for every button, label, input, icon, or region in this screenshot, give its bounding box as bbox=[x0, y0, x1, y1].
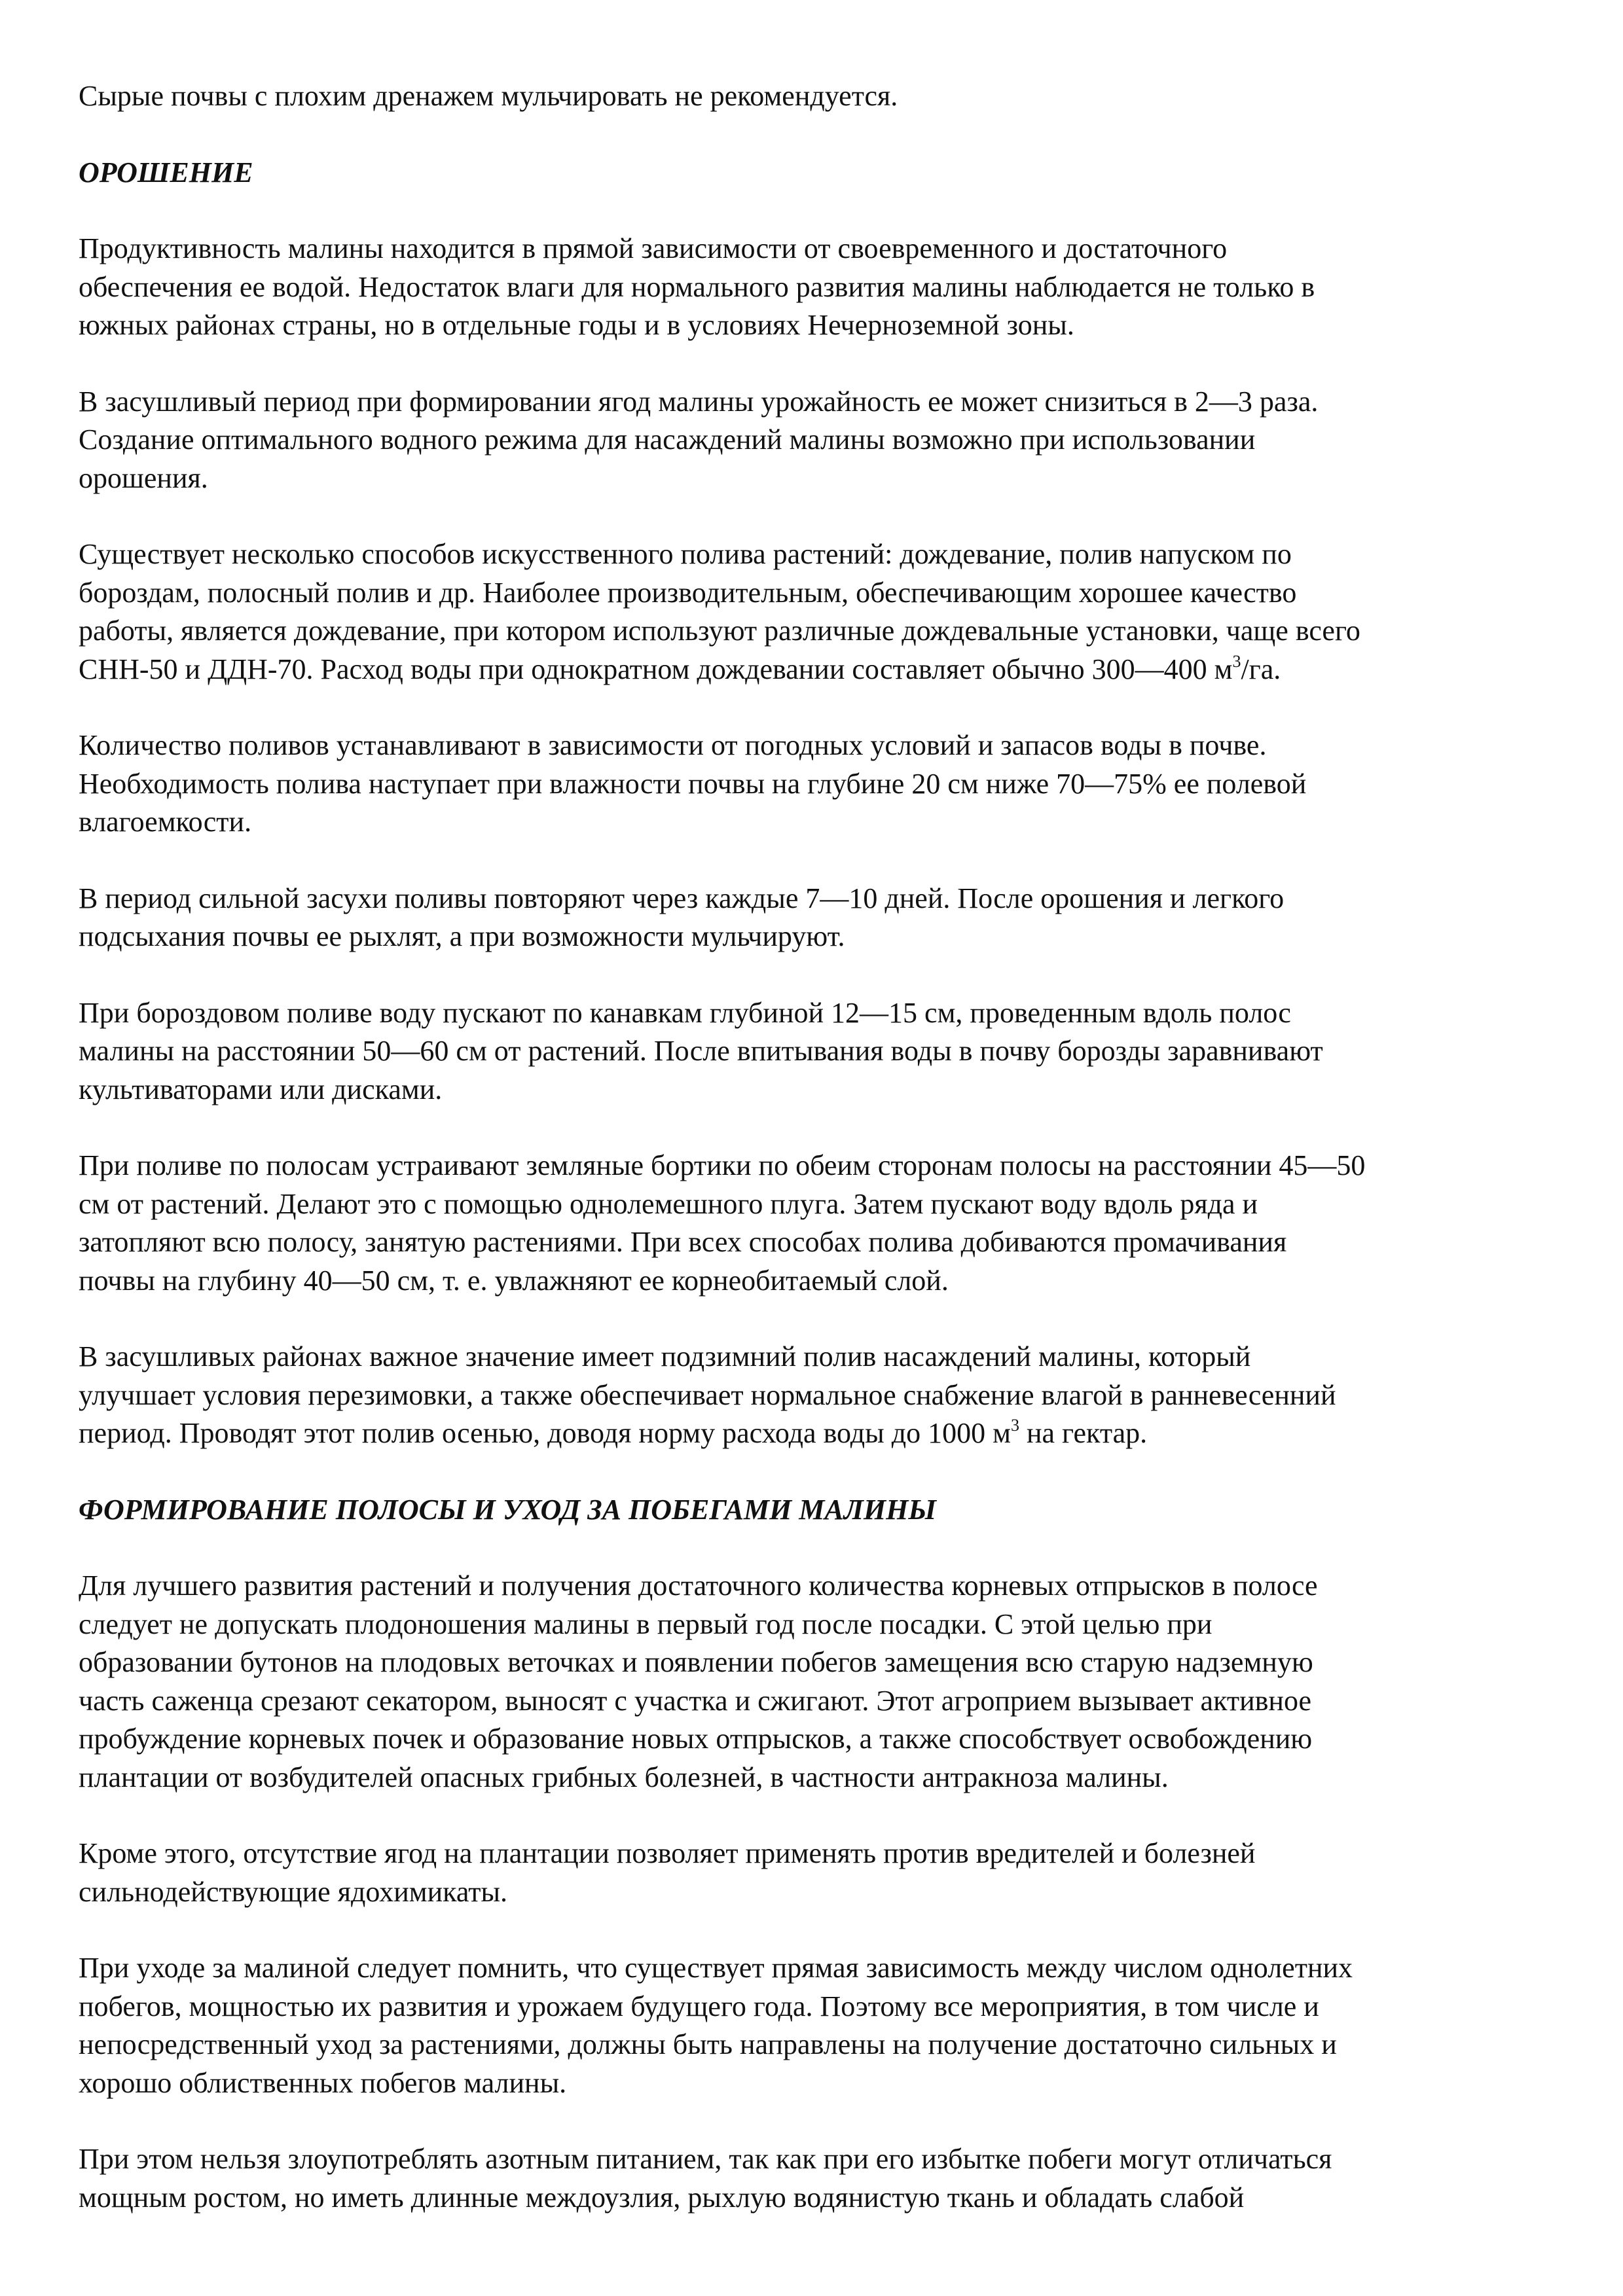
irrigation-paragraph-3 bbox=[79, 535, 1552, 689]
irrigation-paragraph-8-text: В засушливых районах важное значение имеет подзимний полив насаждений малины, который улучшает условия перезимовки, а также обеспечивает нормальное снабжение влагой в ранневесенний период. Проводят этот полив осенью, доводя норму расхода воды до 1000 м bbox=[79, 1340, 1336, 1449]
irrigation-paragraph-3-text: Существует несколько способов искусственного полива растений: дождевание, полив напуском по бороздам, полосный полив и др. Наиболее производительным, обеспечивающим хорошее качество работы, является дождевание, при котором используют различные дождевальные установки, чаще всего СНН-50 и ДДН-70. Расход воды при однократном дождевании составляет обычно 300—400 м bbox=[79, 538, 1360, 685]
formation-paragraph-3: При уходе за малиной следует помнить, что существует прямая зависимость между числом однолетних побегов, мощностью их развития и урожаем будущего года. Поэтому все мероприятия, в том числе и непосредственный уход за растениями, должны быть направлены на получение достаточно сильных и хорошо облиственных побегов малины. bbox=[79, 1952, 1353, 2099]
irrigation-paragraph-8 bbox=[79, 1338, 1552, 1453]
irrigation-paragraph-5: В период сильной засухи поливы повторяют через каждые 7—10 дней. После орошения и легкого подсыхания почвы ее рыхлят, а при возможности мульчируют. bbox=[79, 882, 1285, 952]
cubic-superscript: 3 bbox=[1010, 1416, 1019, 1435]
formation-paragraph-4: При этом нельзя злоупотреблять азотным питанием, так как при его избытке побеги могут отличаться мощным ростом, но иметь длинные междоузлия, рыхлую водянистую ткань и обладать слабой bbox=[79, 2143, 1332, 2214]
irrigation-paragraph-3-tail: /га. bbox=[1241, 653, 1281, 685]
cubic-superscript: 3 bbox=[1232, 651, 1241, 671]
intro-paragraph: Сырые почвы с плохим дренажем мульчировать не рекомендуется. bbox=[79, 80, 898, 112]
irrigation-heading: ОРОШЕНИЕ bbox=[79, 156, 253, 188]
document-page bbox=[79, 77, 1552, 2255]
irrigation-paragraph-6: При бороздовом поливе воду пускают по канавкам глубиной 12—15 см, проведенным вдоль полос малины на расстоянии 50—60 см от растений. После впитывания воды в почву борозды заравнивают культиваторами или дисками. bbox=[79, 996, 1323, 1105]
irrigation-paragraph-7: При поливе по полосам устраивают земляные бортики по обеим сторонам полосы на расстоянии 45—50 см от растений. Делают это с помощью однолемешного плуга. Затем пускают воду вдоль ряда и затопляют всю полосу, занятую растениями. При всех способах полива добиваются промачивания почвы на глубину 40—50 см, т. е. увлажняют ее корнеобитаемый слой. bbox=[79, 1149, 1366, 1297]
irrigation-paragraph-8-tail: на гектар. bbox=[1019, 1417, 1148, 1449]
irrigation-paragraph-2: В засушливый период при формировании ягод малины урожайность ее может снизиться в 2—3 раза. Создание оптимального водного режима для насаждений малины возможно при использовании орошения. bbox=[79, 385, 1319, 494]
irrigation-paragraph-1: Продуктивность малины находится в прямой зависимости от своевременного и достаточного обеспечения ее водой. Недостаток влаги для нормального развития малины наблюдается не только в южных районах страны, но в отдельные годы и в условиях Нечерноземной зоны. bbox=[79, 232, 1315, 341]
irrigation-paragraph-4: Количество поливов устанавливают в зависимости от погодных условий и запасов воды в почве. Необходимость полива наступает при влажности почвы на глубине 20 см ниже 70—75% ее полевой влагоемкости. bbox=[79, 729, 1307, 838]
formation-paragraph-2: Кроме этого, отсутствие ягод на плантации позволяет применять против вредителей и болезней сильнодействующие ядохимикаты. bbox=[79, 1837, 1256, 1908]
formation-paragraph-1: Для лучшего развития растений и получения достаточного количества корневых отпрысков в полосе следует не допускать плодоношения малины в первый год после посадки. С этой целью при образовании бутонов на плодовых веточках и появлении побегов замещения всю старую надземную часть саженца срезают секатором, выносят с участка и сжигают. Этот агроприем вызывает активное пробуждение корневых почек и образование новых отпрысков, а также способствует освобождению плантации от возбудителей опасных грибных болезней, в частности антракноза малины. bbox=[79, 1570, 1318, 1793]
formation-heading: ФОРМИРОВАНИЕ ПОЛОСЫ И УХОД ЗА ПОБЕГАМИ МАЛИНЫ bbox=[79, 1493, 937, 1526]
